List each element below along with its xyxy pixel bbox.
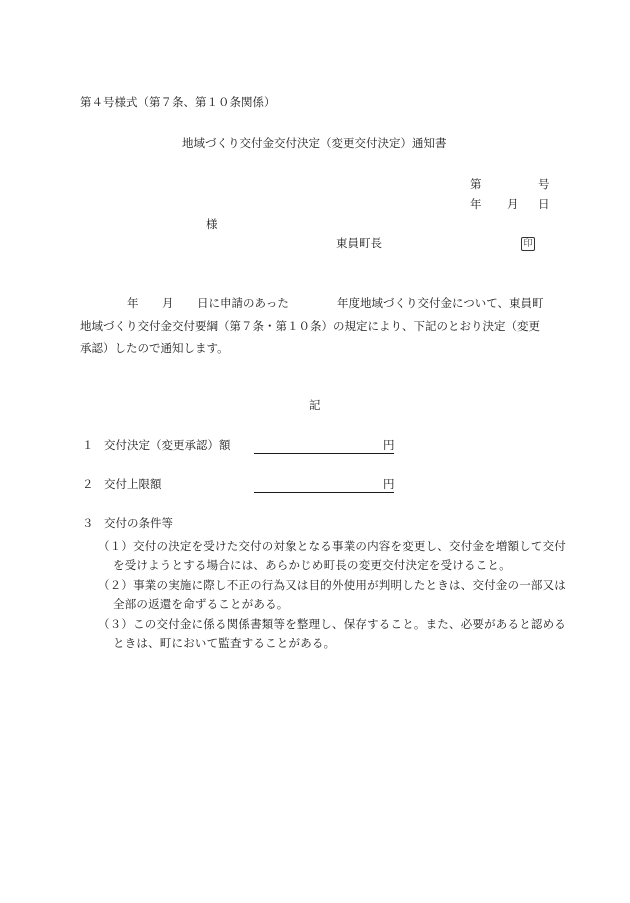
item-3-number: ３ xyxy=(82,516,94,530)
number-prefix: 第 xyxy=(470,177,482,191)
item-2-unit: 円 xyxy=(383,477,395,491)
para-text-2: 年度地域づくり交付金について、東員町 xyxy=(337,296,544,310)
para-year: 年 xyxy=(127,296,139,310)
item-1-label: 交付決定（変更承認）額 xyxy=(104,438,231,452)
para-text-1: 日に申請のあった xyxy=(197,296,289,310)
item-2-amount-line xyxy=(254,492,394,493)
condition-item: （２）事業の実施に際し不正の行為又は目的外使用が判明したときは、交付金の一部又は全部の返還を命ずることがある。 xyxy=(98,578,566,611)
date-month: 月 xyxy=(507,197,519,211)
item-1-unit: 円 xyxy=(383,438,395,452)
item-1-number: １ xyxy=(82,438,94,452)
item-2-number: ２ xyxy=(82,477,94,491)
issuer-name: 東員町長 xyxy=(336,236,382,250)
addressee-honorific: 様 xyxy=(206,217,218,231)
item-1-amount-line xyxy=(254,453,394,454)
para-line-2: 地域づくり交付金交付要綱（第７条・第１０条）の規定により、下記のとおり決定（変更 xyxy=(80,319,540,333)
document-title: 地域づくり交付金交付決定（変更交付決定）通知書 xyxy=(182,136,447,150)
condition-item: （３）この交付金に係る関係書類等を整理し、保存すること。また、必要があると認めるときは、町において監査することがある。 xyxy=(98,617,566,650)
item-2-label: 交付上限額 xyxy=(104,477,162,491)
number-suffix: 号 xyxy=(538,177,550,191)
form-label: 第４号様式（第７条、第１０条関係） xyxy=(80,95,276,109)
seal-icon: 印 xyxy=(521,237,535,251)
para-line-3: 承認）したので通知します。 xyxy=(80,341,229,355)
date-day: 日 xyxy=(538,197,550,211)
date-year: 年 xyxy=(470,197,482,211)
condition-item: （１）交付の決定を受けた交付の対象となる事業の内容を変更し、交付金を増額して交付を受けようとする場合には、あらかじめ町長の変更交付決定を受けること。 xyxy=(98,539,566,572)
para-month: 月 xyxy=(162,296,174,310)
conditions-heading: 交付の条件等 xyxy=(104,516,173,530)
ki-label: 記 xyxy=(309,398,321,412)
